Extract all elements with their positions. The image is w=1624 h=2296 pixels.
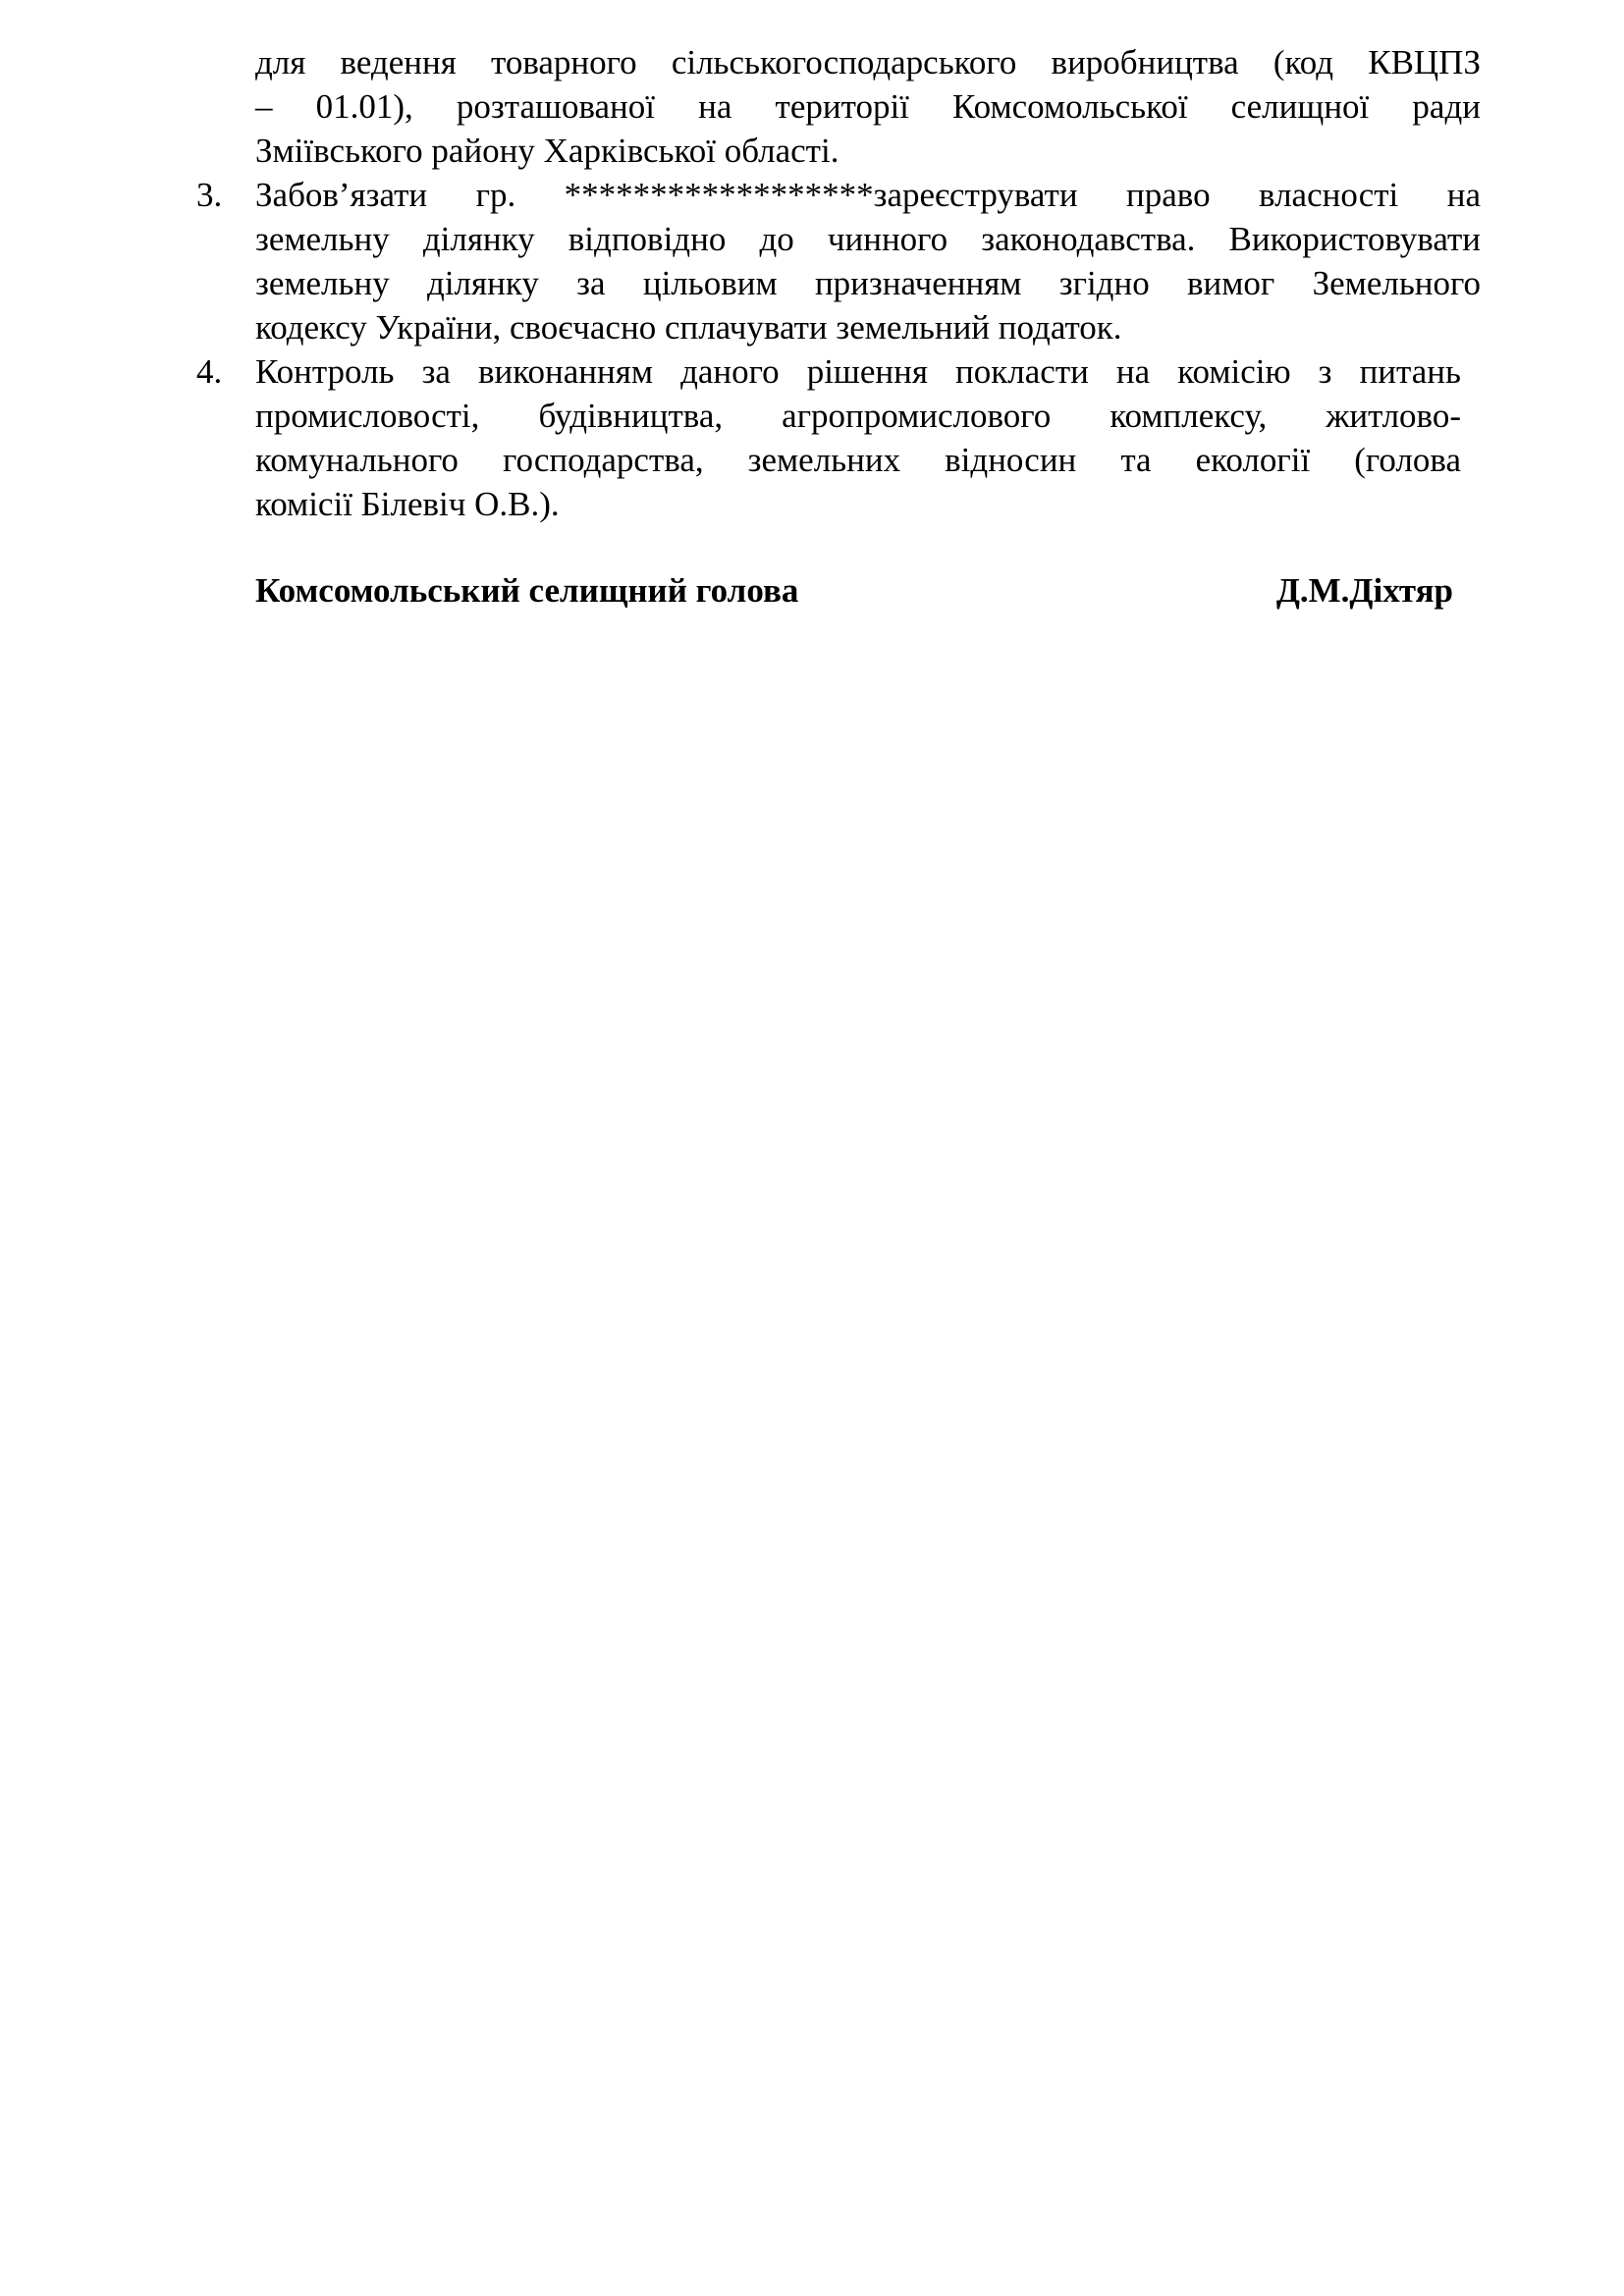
paragraph-line: комісії Білевіч О.В.).: [255, 485, 560, 523]
signature-title: Комсомольський селищний голова: [255, 571, 799, 610]
paragraph-line: промисловості, будівництва, агропромислового комплексу, житлово-: [255, 397, 1461, 435]
paragraph-line: Контроль за виконанням даного рішення покласти на комісію з питань: [255, 352, 1461, 391]
list-item-number: 4.: [196, 352, 223, 391]
list-item-3: [255, 173, 1481, 349]
paragraph-line: – 01.01), розташованої на території Комсомольської селищної ради: [255, 87, 1481, 126]
list-item-4: [255, 349, 1461, 526]
paragraph-line: Забов’язати гр. ******************зареєструвати право власності на: [255, 176, 1481, 214]
list-item-number: 3.: [196, 176, 223, 214]
paragraph-line: комунального господарства, земельних відносин та екології (голова: [255, 441, 1461, 479]
paragraph-line: для ведення товарного сільськогосподарського виробництва (код КВЦПЗ: [255, 43, 1481, 81]
paragraph-line: земельну ділянку за цільовим призначенням згідно вимог Земельного: [255, 264, 1481, 302]
signature-name: Д.М.Діхтяр: [1275, 571, 1453, 610]
continuation-paragraph: [255, 40, 1481, 173]
paragraph-line: земельну ділянку відповідно до чинного законодавства. Використовувати: [255, 220, 1481, 258]
paragraph-line: кодексу України, своєчасно сплачувати земельний податок.: [255, 308, 1122, 347]
paragraph-line: Зміївського району Харківської області.: [255, 132, 839, 170]
